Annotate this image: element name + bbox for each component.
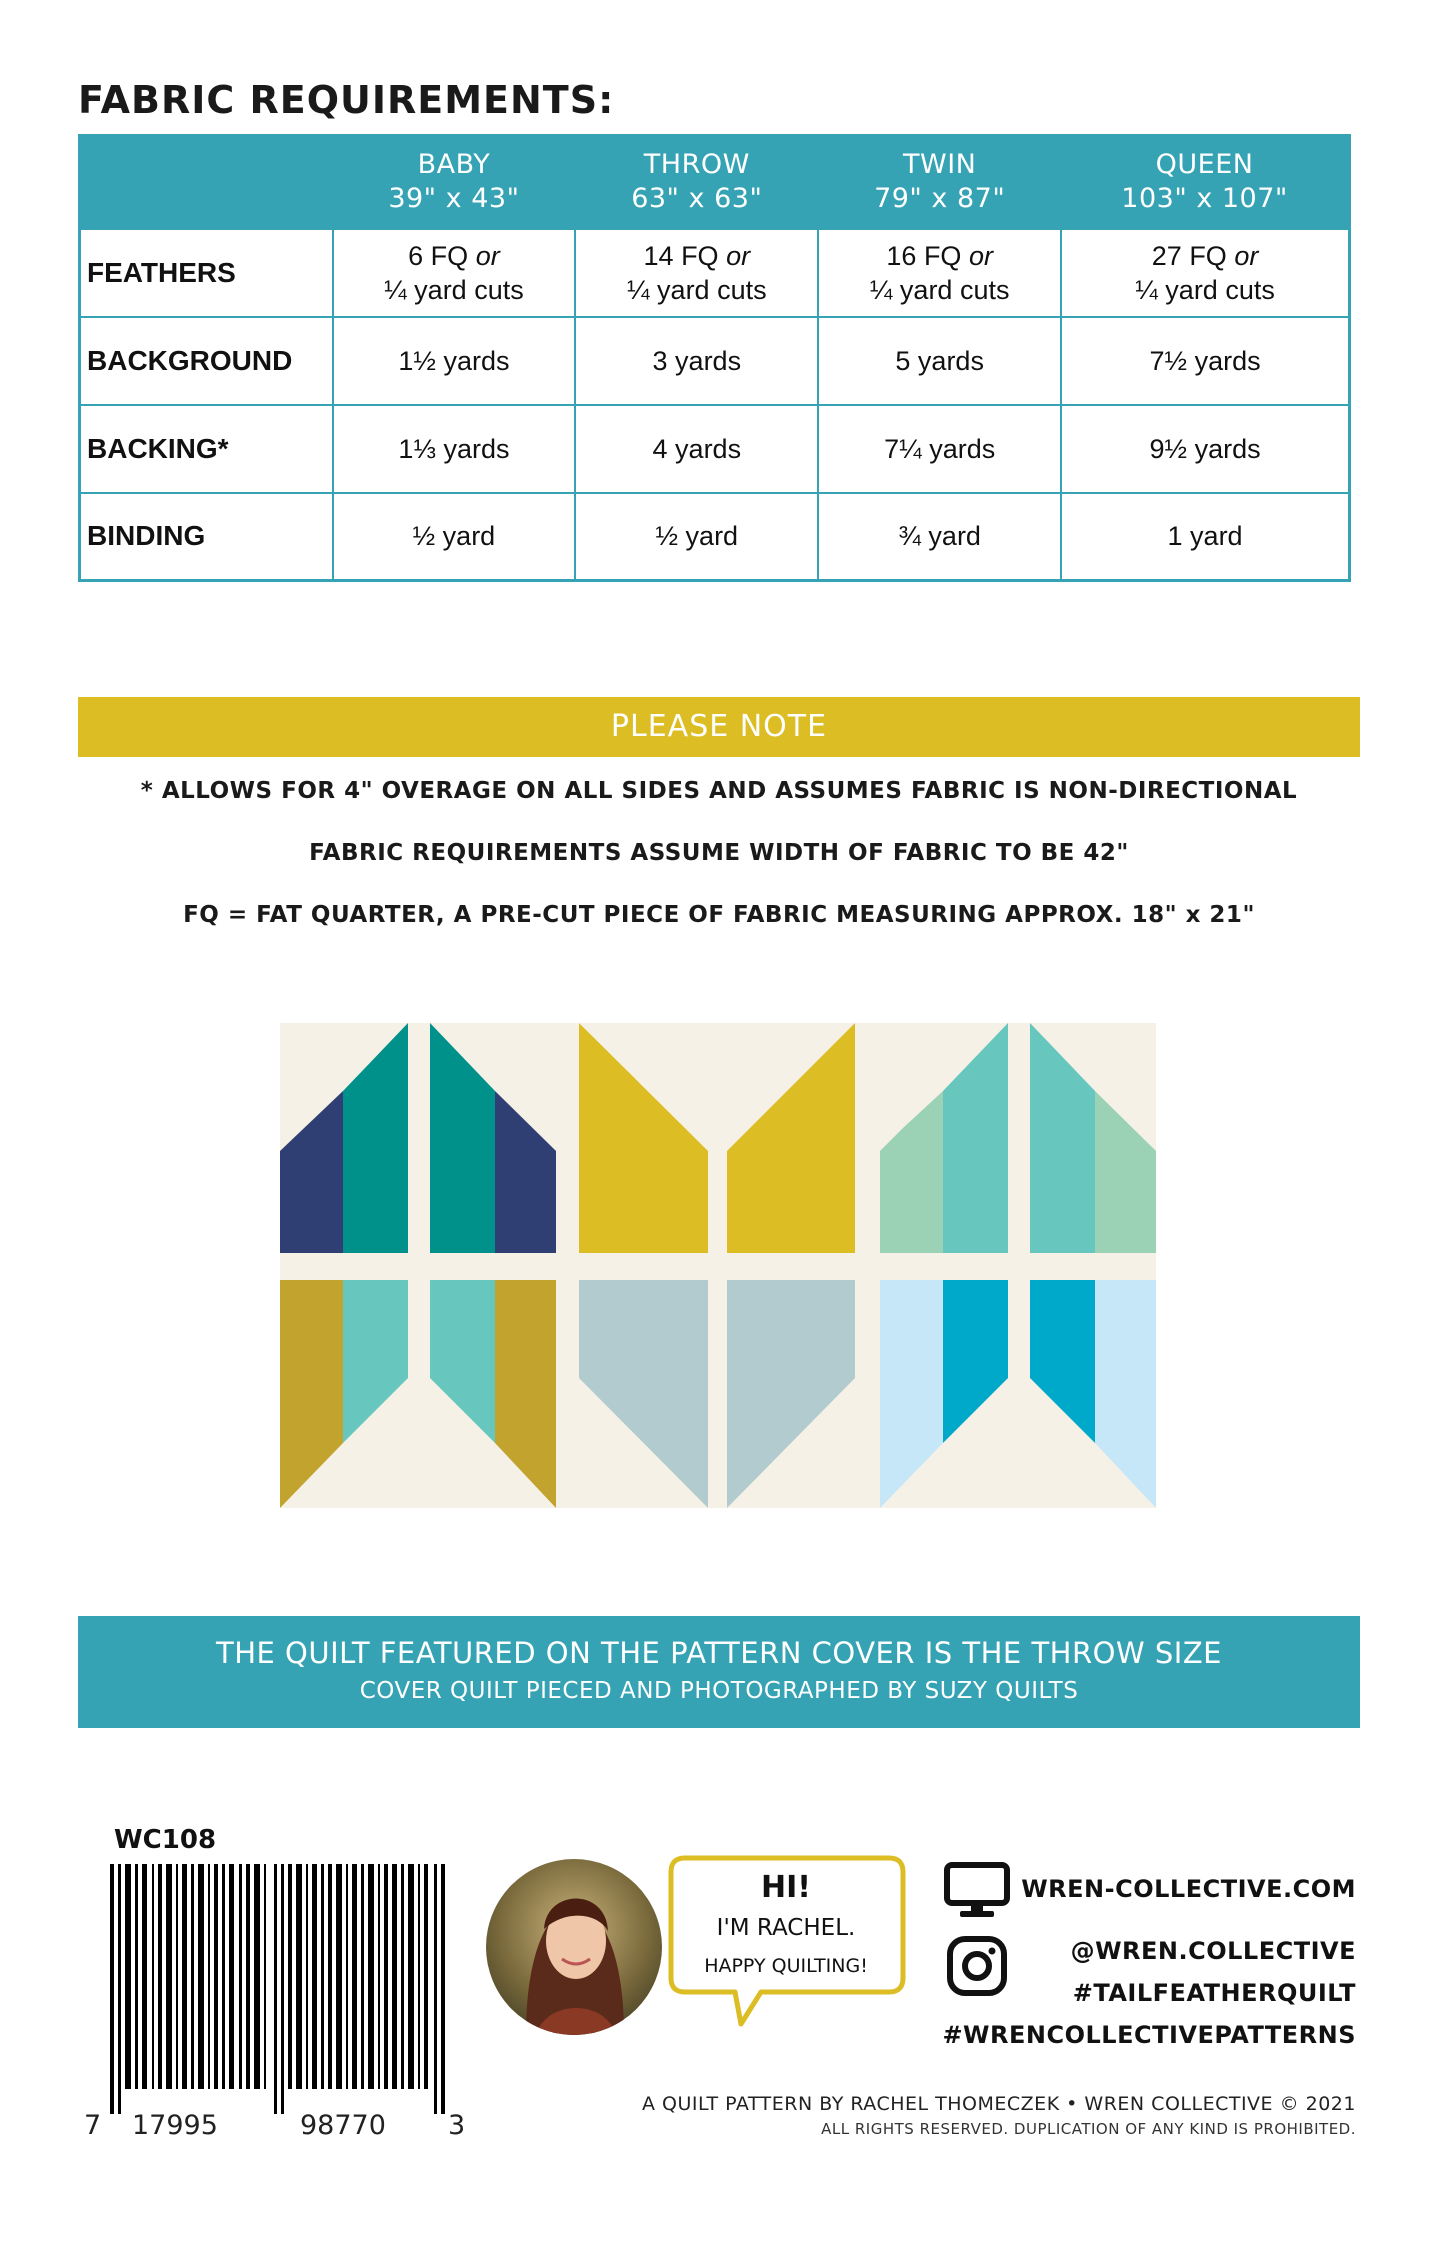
or-connector: or [726, 240, 751, 271]
header-queen [1061, 136, 1349, 229]
table-cell: 5 yards [818, 317, 1061, 405]
greeting-name: I'M RACHEL. [716, 1915, 856, 1941]
column-size: 103" x 107" [1121, 183, 1288, 215]
note-line: FABRIC REQUIREMENTS ASSUME WIDTH OF FABRIC TO BE 42" [309, 840, 1129, 866]
table-header-row [80, 136, 1350, 229]
table-cell: ½ yard [333, 493, 576, 581]
note-line: * ALLOWS FOR 4" OVERAGE ON ALL SIDES AND ASSUMES FABRIC IS NON-DIRECTIONAL [140, 778, 1298, 804]
column-name: THROW [643, 149, 750, 181]
note-line: FQ = FAT QUARTER, A PRE-CUT PIECE OF FABRIC MEASURING APPROX. 18" x 21" [183, 902, 1255, 928]
table-cell [575, 229, 818, 317]
pattern-credit: A QUILT PATTERN BY RACHEL THOMECZEK • WREN COLLECTIVE © 2021 [642, 2093, 1356, 2115]
website-link[interactable]: WREN-COLLECTIVE.COM [1021, 1875, 1356, 1903]
table-cell [333, 229, 576, 317]
table-row [80, 317, 1350, 405]
instagram-icon [946, 1935, 1008, 1997]
quilt-block-illustration [280, 1023, 1156, 1508]
row-label: BACKGROUND [80, 317, 333, 405]
barcode [108, 1864, 460, 2114]
hashtag-wrencollective: #WRENCOLLECTIVEPATTERNS [942, 2021, 1356, 2049]
please-note-banner: PLEASE NOTE [78, 697, 1360, 757]
column-name: BABY [417, 149, 491, 181]
table-cell: 1½ yards [333, 317, 576, 405]
rights-notice: ALL RIGHTS RESERVED. DUPLICATION OF ANY KIND IS PROHIBITED. [821, 2120, 1356, 2138]
column-size: 63" x 63" [631, 183, 763, 215]
table-cell: 7½ yards [1061, 317, 1349, 405]
table-row [80, 493, 1350, 581]
or-connector: or [968, 240, 993, 271]
table-cell: 4 yards [575, 405, 818, 493]
row-label: BACKING* [80, 405, 333, 493]
table-row [80, 229, 1350, 317]
table-row [80, 405, 1350, 493]
cut-line: ¼ yard cuts [627, 274, 767, 305]
hashtag-tailfeather: #TAILFEATHERQUILT [1072, 1979, 1356, 2007]
header-empty-cell [80, 136, 333, 229]
table-cell: ½ yard [575, 493, 818, 581]
cut-line: ¼ yard cuts [1135, 274, 1275, 305]
cut-line: ¼ yard cuts [869, 274, 1010, 305]
cover-note-line2: COVER QUILT PIECED AND PHOTOGRAPHED BY SUZY QUILTS [359, 1678, 1079, 1704]
fq-count: 27 FQ [1151, 240, 1227, 271]
fq-count: 16 FQ [886, 240, 962, 271]
table-cell: 3 yards [575, 317, 818, 405]
cover-note-line1: THE QUILT FEATURED ON THE PATTERN COVER IS THE THROW SIZE [215, 1636, 1223, 1670]
table-cell [1061, 229, 1349, 317]
barcode-digit: 3 [448, 2110, 466, 2141]
column-size: 79" x 87" [874, 183, 1006, 215]
fabric-requirements-table [78, 134, 1351, 582]
instagram-handle[interactable]: @WREN.COLLECTIVE [1070, 1937, 1356, 1965]
cover-note-banner [78, 1616, 1360, 1728]
or-connector: or [475, 240, 500, 271]
table-cell: ¾ yard [818, 493, 1061, 581]
table-cell: 1⅓ yards [333, 405, 576, 493]
greeting-happy: HAPPY QUILTING! [704, 1955, 868, 1977]
fabric-requirements-heading: FABRIC REQUIREMENTS: [78, 78, 615, 122]
barcode-digit: 17995 [132, 2110, 218, 2141]
greeting-hi: HI! [761, 1870, 811, 1905]
fq-count: 6 FQ [408, 240, 469, 271]
row-label: BINDING [80, 493, 333, 581]
column-name: QUEEN [1155, 149, 1254, 181]
barcode-digit: 98770 [300, 2110, 386, 2141]
monitor-icon [944, 1862, 1010, 1920]
column-name: TWIN [903, 149, 977, 181]
cut-line: ¼ yard cuts [384, 274, 524, 305]
header-throw [575, 136, 818, 229]
table-cell: 7¼ yards [818, 405, 1061, 493]
table-cell: 1 yard [1061, 493, 1349, 581]
or-connector: or [1234, 240, 1259, 271]
header-twin [818, 136, 1061, 229]
sku-code: WC108 [114, 1825, 217, 1855]
avatar [486, 1859, 662, 2035]
row-label: FEATHERS [80, 229, 333, 317]
fq-count: 14 FQ [643, 240, 719, 271]
barcode-digit: 7 [84, 2110, 102, 2141]
header-baby [333, 136, 576, 229]
table-cell: 9½ yards [1061, 405, 1349, 493]
column-size: 39" x 43" [388, 183, 520, 215]
table-cell [818, 229, 1061, 317]
